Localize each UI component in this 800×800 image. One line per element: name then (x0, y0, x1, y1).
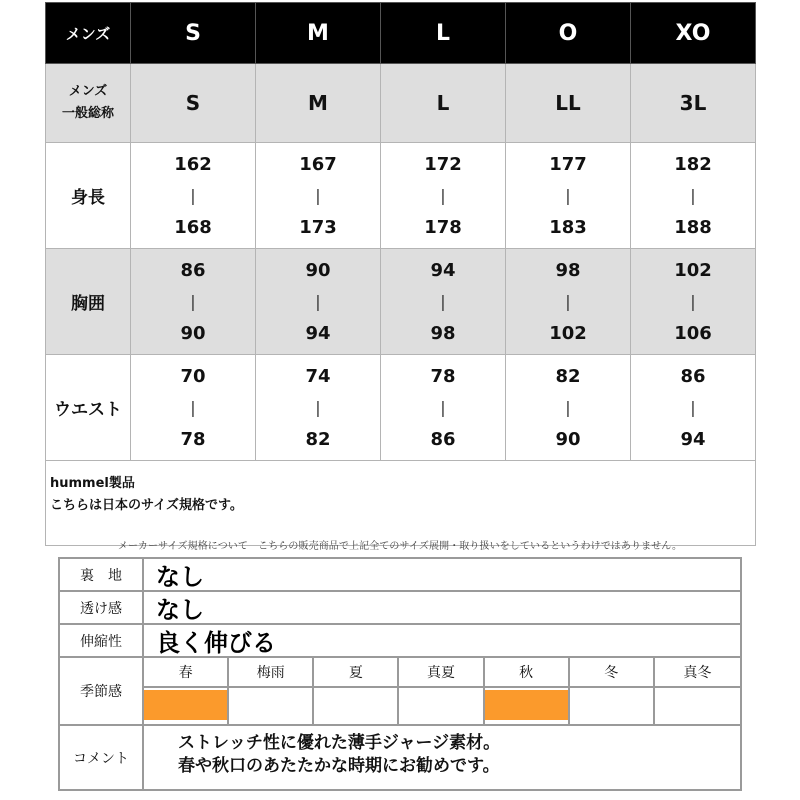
size-note-row (46, 461, 756, 546)
range-max: 178 (424, 216, 462, 238)
range-min: 162 (174, 153, 212, 175)
height-row (46, 143, 756, 249)
range-min: 78 (430, 365, 456, 387)
size-header-cell: S (131, 3, 256, 64)
size-header-cell: M (256, 3, 381, 64)
range-min: 172 (424, 153, 462, 175)
height-range-cell (131, 143, 256, 249)
season-name: 真夏 (399, 658, 482, 688)
general-name-cell: 3L (631, 64, 756, 143)
comment-text: ストレッチ性に優れた薄手ジャージ素材。 春や秋口のあたたかな時期にお勧めです。 (178, 733, 501, 776)
height-range-cell (256, 143, 381, 249)
range-min: 90 (305, 259, 331, 281)
range-separator: | (690, 292, 696, 311)
range-separator: | (190, 186, 196, 205)
season-cell (485, 658, 570, 724)
size-header-row (46, 3, 756, 64)
height-label: 身長 (46, 143, 131, 249)
size-note: hummel製品 こちらは日本のサイズ規格です。 (46, 461, 756, 546)
range-max: 90 (555, 428, 581, 450)
height-range-cell (381, 143, 506, 249)
range-max: 188 (674, 216, 712, 238)
range-max: 106 (674, 322, 712, 344)
general-name-cell: LL (506, 64, 631, 143)
chest-row (46, 249, 756, 355)
waist-range-cell (506, 355, 631, 461)
waist-range-cell (631, 355, 756, 461)
range-max: 102 (549, 322, 587, 344)
season-name: 冬 (570, 658, 653, 688)
range-min: 167 (299, 153, 337, 175)
chest-range-cell (631, 249, 756, 355)
chest-label: 胸囲 (46, 249, 131, 355)
range-separator: | (440, 398, 446, 417)
range-max: 173 (299, 216, 337, 238)
season-name: 春 (144, 658, 227, 688)
waist-range-cell (131, 355, 256, 461)
season-marker-active (485, 690, 568, 720)
sheerness-value: なし (156, 596, 204, 624)
range-min: 98 (555, 259, 581, 281)
waist-range-cell (381, 355, 506, 461)
season-name: 夏 (314, 658, 397, 688)
season-marker-empty (570, 690, 653, 720)
season-marker-empty (655, 690, 740, 720)
range-max: 183 (549, 216, 587, 238)
comment-row (60, 726, 740, 789)
range-min: 102 (674, 259, 712, 281)
range-min: 177 (549, 153, 587, 175)
general-name-cell: M (256, 64, 381, 143)
sheerness-row (60, 592, 740, 625)
lining-label: 裏 地 (60, 559, 144, 590)
season-marker-empty (229, 690, 312, 720)
header-label: メンズ (46, 3, 131, 64)
season-marker-empty (314, 690, 397, 720)
range-max: 78 (180, 428, 206, 450)
range-min: 70 (180, 365, 206, 387)
range-max: 98 (430, 322, 456, 344)
range-max: 90 (180, 322, 206, 344)
stretch-value: 良く伸びる (156, 629, 276, 657)
range-separator: | (565, 292, 571, 311)
range-separator: | (190, 398, 196, 417)
season-cell (314, 658, 399, 724)
size-header-cell: O (506, 3, 631, 64)
general-name-row (46, 64, 756, 143)
stretch-row (60, 625, 740, 658)
range-min: 86 (180, 259, 206, 281)
height-range-cell (506, 143, 631, 249)
range-separator: | (690, 186, 696, 205)
season-name: 真冬 (655, 658, 740, 688)
general-name-cell: S (131, 64, 256, 143)
range-min: 82 (555, 365, 581, 387)
season-label: 季節感 (60, 658, 144, 724)
maker-size-disclaimer: メーカーサイズ規格について こちらの販売商品で上記全てのサイズ展開・取り扱いをしているというわけではありません。 (117, 541, 683, 552)
range-separator: | (565, 186, 571, 205)
lining-row (60, 559, 740, 592)
range-separator: | (315, 398, 321, 417)
range-min: 182 (674, 153, 712, 175)
product-attributes-table (58, 557, 742, 791)
season-cell (655, 658, 740, 724)
size-header-cell: XO (631, 3, 756, 64)
range-max: 86 (430, 428, 456, 450)
season-cell (144, 658, 229, 724)
range-max: 168 (174, 216, 212, 238)
range-separator: | (440, 292, 446, 311)
season-marker-active (144, 690, 227, 720)
season-name: 梅雨 (229, 658, 312, 688)
range-max: 94 (305, 322, 331, 344)
season-cell (399, 658, 484, 724)
range-min: 94 (430, 259, 456, 281)
range-separator: | (315, 186, 321, 205)
season-cell (570, 658, 655, 724)
size-header-cell: L (381, 3, 506, 64)
comment-label: コメント (60, 726, 144, 789)
range-max: 94 (680, 428, 706, 450)
range-min: 86 (680, 365, 706, 387)
season-name: 秋 (485, 658, 568, 688)
stretch-label: 伸縮性 (60, 625, 144, 656)
waist-range-cell (256, 355, 381, 461)
range-max: 82 (305, 428, 331, 450)
chest-range-cell (256, 249, 381, 355)
chest-range-cell (381, 249, 506, 355)
waist-label: ウエスト (46, 355, 131, 461)
lining-value: なし (156, 563, 204, 591)
season-row (60, 658, 740, 726)
season-grid (144, 658, 740, 724)
range-separator: | (190, 292, 196, 311)
general-name-cell: L (381, 64, 506, 143)
size-chart-table (45, 2, 756, 546)
range-separator: | (440, 186, 446, 205)
general-name-label: メンズ 一般総称 (46, 64, 131, 143)
chest-range-cell (506, 249, 631, 355)
range-separator: | (315, 292, 321, 311)
range-separator: | (690, 398, 696, 417)
height-range-cell (631, 143, 756, 249)
season-marker-empty (399, 690, 482, 720)
waist-row (46, 355, 756, 461)
chest-range-cell (131, 249, 256, 355)
range-separator: | (565, 398, 571, 417)
season-cell (229, 658, 314, 724)
sheerness-label: 透け感 (60, 592, 144, 623)
range-min: 74 (305, 365, 331, 387)
